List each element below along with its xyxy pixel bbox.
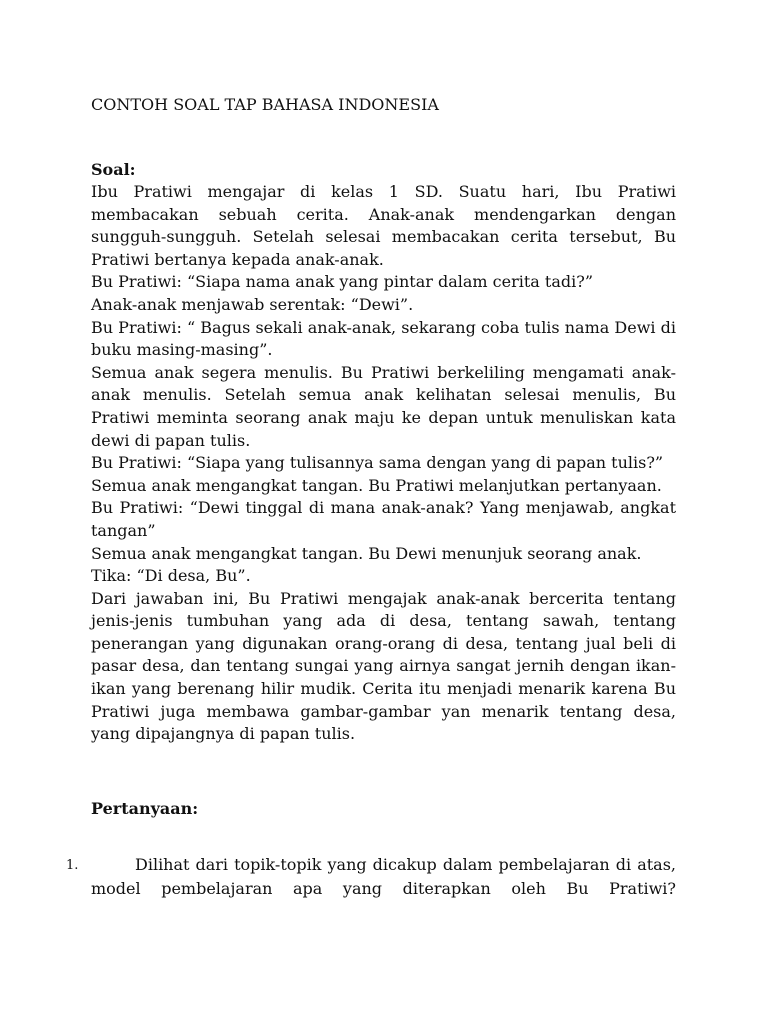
paragraph: Ibu Pratiwi mengajar di kelas 1 SD. Suatu hari, Ibu Pratiwi membacakan sebuah cerita. Anak-anak mendengarkan dengan sungguh-sungguh. Setelah selesai membacakan cerita tersebut, Bu Pratiwi bertanya kepada anak-anak. xyxy=(91,182,676,269)
paragraph: Bu Pratiwi: “ Bagus sekali anak-anak, sekarang coba tulis nama Dewi di buku masing-masing”. xyxy=(91,317,676,360)
soal-body xyxy=(91,181,676,746)
paragraph: Bu Pratiwi: “Siapa yang tulisannya sama dengan yang di papan tulis?” xyxy=(91,453,664,473)
document-title: CONTOH SOAL TAP BAHASA INDONESIA xyxy=(91,95,439,114)
question-text: Dilihat dari topik-topik yang dicakup dalam pembelajaran di atas, model pembelajaran apa yang diterapkan oleh Bu Pratiwi? xyxy=(91,855,676,898)
paragraph: Bu Pratiwi: “Dewi tinggal di mana anak-anak? Yang menjawab, angkat tangan” xyxy=(91,498,676,540)
paragraph: Semua anak segera menulis. Bu Pratiwi berkeliling mengamati anak-anak menulis. Setelah semua anak kelihatan selesai menulis, Bu Pratiwi meminta seorang anak maju ke depan untuk menuliskan kata dewi di papan tulis. xyxy=(91,362,676,450)
paragraph: Semua anak mengangkat tangan. Bu Pratiwi melanjutkan pertanyaan. xyxy=(91,475,662,495)
question-item xyxy=(0,853,676,901)
paragraph: Dari jawaban ini, Bu Pratiwi mengajak anak-anak bercerita tentang jenis-jenis tumbuhan yang ada di desa, tentang sawah, tentang penerangan yang digunakan orang-orang di desa, tentang jual beli di pasar desa, dan tentang sungai yang airnya sangat jernih dengan ikan-ikan yang berenang hilir mudik. Cerita itu menjadi menarik karena Bu Pratiwi juga membawa gambar-gambar yan menarik tentang desa, yang dipajangnya di papan tulis. xyxy=(91,588,676,744)
paragraph: Semua anak mengangkat tangan. Bu Dewi menunjuk seorang anak. xyxy=(91,543,642,563)
soal-heading: Soal: xyxy=(91,160,136,179)
paragraph: Bu Pratiwi: “Siapa nama anak yang pintar dalam cerita tadi?” xyxy=(91,272,594,292)
question-number: 1. xyxy=(66,858,79,873)
pertanyaan-heading: Pertanyaan: xyxy=(91,799,199,818)
paragraph: Anak-anak menjawab serentak: “Dewi”. xyxy=(91,294,414,314)
paragraph: Tika: “Di desa, Bu”. xyxy=(91,566,251,586)
